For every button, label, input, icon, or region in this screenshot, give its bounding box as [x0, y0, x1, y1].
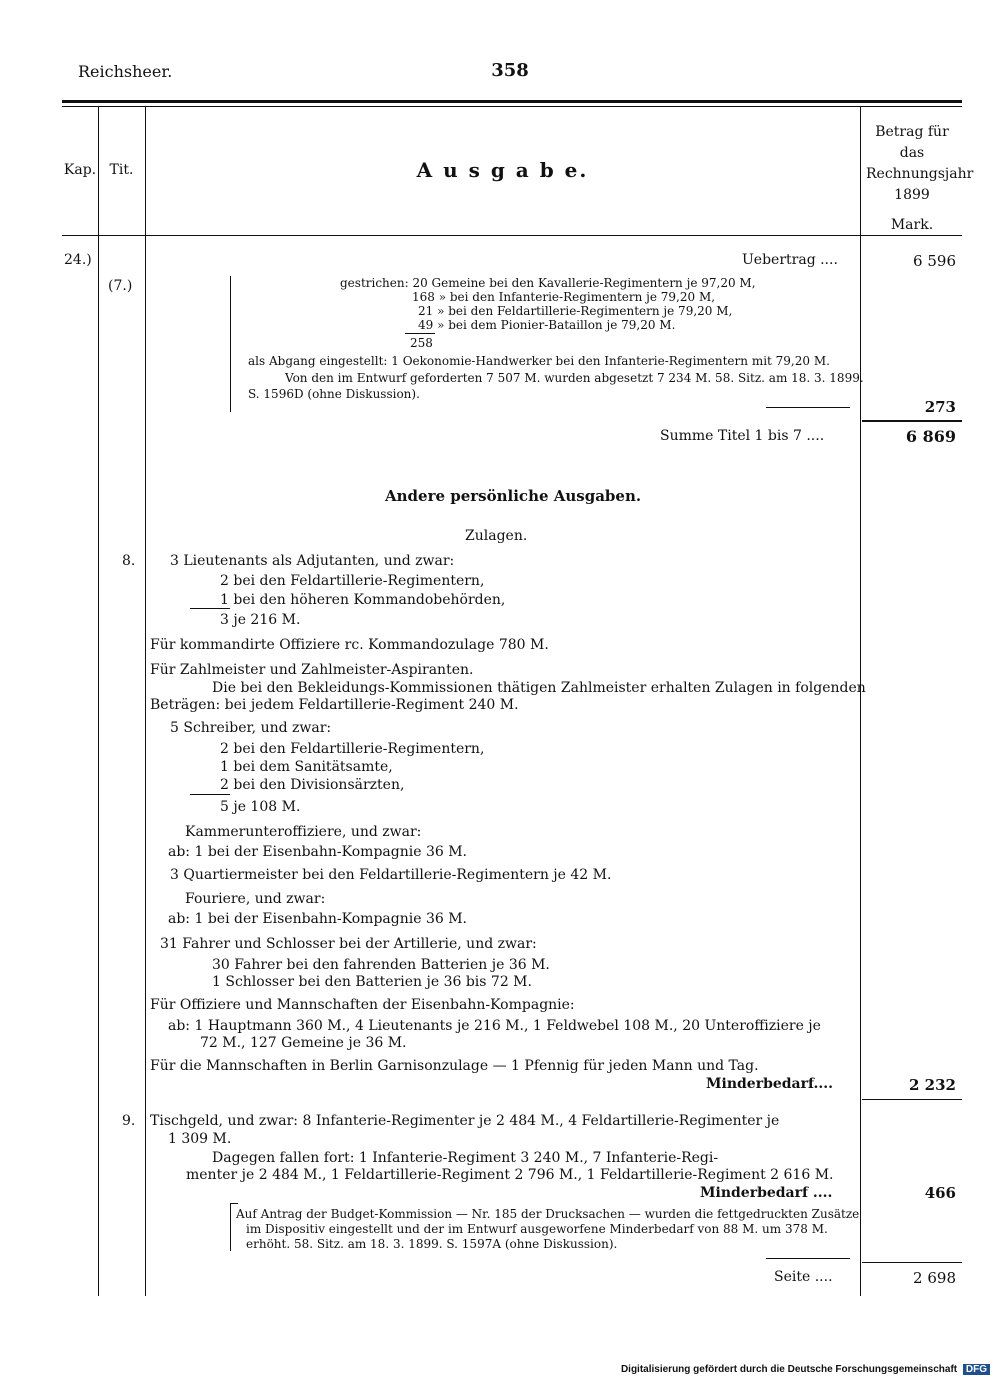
entry-line: Für Offiziere und Mannschaften der Eisenbahn-Kompagnie: [150, 997, 575, 1013]
note-line: erhöht. 58. Sitz. am 18. 3. 1899. S. 1597A (ohne Diskussion). [246, 1237, 618, 1251]
col-divider-kap [98, 106, 99, 1296]
entry-line: 1 bei dem Sanitätsamte, [220, 759, 393, 775]
sum-rule [190, 608, 230, 609]
note-line: im Dispositiv eingestellt und der im Entwurf ausgeworfene Minderbedarf von 88 M. um 378 M. [246, 1222, 828, 1236]
entry-line: Tischgeld, und zwar: 8 Infanterie-Regimenter je 2 484 M., 4 Feldartillerie-Regimenter je [150, 1113, 780, 1129]
column-header-unit: Mark. [890, 217, 934, 233]
sum-rule [190, 794, 230, 795]
amount-rule [862, 1099, 962, 1100]
note-line: 21 » bei den Feldartillerie-Regimentern je 79,20 M, [418, 304, 733, 318]
note-bracket [230, 1203, 231, 1251]
col-divider-tit [145, 106, 146, 1296]
entry-line: ab: 1 Hauptmann 360 M., 4 Lieutenants je 216 M., 1 Feldwebel 108 M., 20 Unteroffiziere je [168, 1018, 821, 1034]
amount-rule [862, 1262, 962, 1263]
entry-line: 2 bei den Feldartillerie-Regimentern, [220, 741, 485, 757]
column-header-betrag: Betrag für das Rechnungsjahr 1899 [866, 124, 974, 203]
entry-line: 5 Schreiber, und zwar: [170, 720, 332, 736]
note-line: 258 [410, 336, 433, 350]
note-line: Auf Antrag der Budget-Kommission — Nr. 185 der Drucksachen — wurden die fettgedruckten Zusätze [236, 1207, 860, 1221]
entry-line: 30 Fahrer bei den fahrenden Batterien je 36 M. [212, 957, 550, 973]
entry-line: ab: 1 bei der Eisenbahn-Kompagnie 36 M. [168, 911, 467, 927]
header-bottom-rule [62, 235, 962, 236]
note-line: als Abgang eingestellt: 1 Oekonomie-Handwerker bei den Infanterie-Regimentern mit 79,20 M. [248, 354, 830, 368]
seite-value: 2 698 [913, 1269, 956, 1287]
entry-line: 3 je 216 M. [220, 612, 301, 628]
section-heading: Andere persönliche Ausgaben. [385, 487, 642, 505]
entry-line: 72 M., 127 Gemeine je 36 M. [200, 1035, 407, 1051]
entry-line: 3 Quartiermeister bei den Feldartillerie-Regimentern je 42 M. [170, 867, 612, 883]
entry-line: menter je 2 484 M., 1 Feldartillerie-Regiment 2 796 M., 1 Feldartillerie-Regiment 2 616 M. [186, 1167, 834, 1183]
kapitel-number: 24.) [64, 252, 92, 268]
seite-rule [766, 1258, 850, 1259]
entry-line: 5 je 108 M. [220, 799, 301, 815]
entry-line: Die bei den Bekleidungs-Kommissionen thätigen Zahlmeister erhalten Zulagen in folgenden [212, 680, 866, 696]
note-line: 49 » bei dem Pionier-Bataillon je 79,20 M. [418, 318, 676, 332]
subtotal-value: 273 [924, 398, 956, 416]
note-line: Von den im Entwurf geforderten 7 507 M. wurden abgesetzt 7 234 M. 58. Sitz. am 18. 3. 1899. [285, 371, 864, 385]
titel-number: 9. [122, 1113, 136, 1129]
uebertrag-label: Uebertrag .... [742, 252, 838, 268]
summe-label: Summe Titel 1 bis 7 .... [660, 428, 825, 444]
page-number: 358 [491, 60, 529, 81]
minderbedarf-label: Minderbedarf.... [706, 1076, 834, 1092]
entry-line: Dagegen fallen fort: 1 Infanterie-Regiment 3 240 M., 7 Infanterie-Regi- [212, 1150, 719, 1166]
top-rule-thin [62, 106, 962, 107]
minderbedarf-value: 466 [924, 1184, 956, 1202]
note-bracket-top [230, 1203, 238, 1204]
note-line: gestrichen: 20 Gemeine bei den Kavallerie-Regimentern je 97,20 M, [340, 276, 756, 290]
entry-line: Für die Mannschaften in Berlin Garnisonzulage — 1 Pfennig für jeden Mann und Tag. [150, 1058, 759, 1074]
entry-line: 3 Lieutenants als Adjutanten, und zwar: [170, 553, 455, 569]
amount-rule [862, 420, 962, 422]
entry-line: Für kommandirte Offiziere rc. Kommandozulage 780 M. [150, 637, 549, 653]
note-line: S. 1596D (ohne Diskussion). [248, 387, 420, 401]
bracket-line [230, 276, 231, 412]
entry-line: Fouriere, und zwar: [185, 891, 326, 907]
sum-rule [405, 333, 435, 334]
section-subheading: Zulagen. [465, 528, 528, 544]
minderbedarf-value: 2 232 [909, 1076, 956, 1094]
top-double-rule [62, 100, 962, 103]
entry-line: Für Zahlmeister und Zahlmeister-Aspiranten. [150, 662, 474, 678]
dfg-logo: DFG [963, 1364, 990, 1375]
entry-line: 1 309 M. [168, 1131, 232, 1147]
seite-label: Seite .... [774, 1269, 833, 1285]
running-header: Reichsheer. [78, 62, 173, 81]
col-divider-betrag [860, 106, 861, 1296]
entry-line: 2 bei den Divisionsärzten, [220, 777, 405, 793]
titel-number: (7.) [108, 278, 133, 294]
minderbedarf-label: Minderbedarf .... [700, 1185, 833, 1201]
entry-line: Kammerunteroffiziere, und zwar: [185, 824, 422, 840]
titel-number: 8. [122, 553, 136, 569]
subtotal-rule [766, 407, 850, 408]
uebertrag-value: 6 596 [913, 252, 956, 270]
entry-line: 1 Schlosser bei den Batterien je 36 bis 72 M. [212, 974, 532, 990]
footer-text: Digitalisierung gefördert durch die Deutsche Forschungsgemeinschaft [620, 1364, 958, 1375]
note-line: 168 » bei den Infanterie-Regimentern je 79,20 M, [412, 290, 716, 304]
entry-line: 2 bei den Feldartillerie-Regimentern, [220, 573, 485, 589]
summe-value: 6 869 [905, 427, 956, 446]
entry-line: 31 Fahrer und Schlosser bei der Artillerie, und zwar: [160, 936, 537, 952]
column-header-ausgabe: A u s g a b e. [416, 158, 589, 182]
entry-line: ab: 1 bei der Eisenbahn-Kompagnie 36 M. [168, 844, 467, 860]
digitization-footer [621, 1364, 990, 1375]
column-header-tit: Tit. [109, 162, 134, 178]
entry-line: Beträgen: bei jedem Feldartillerie-Regiment 240 M. [150, 697, 519, 713]
entry-line: 1 bei den höheren Kommandobehörden, [220, 592, 506, 608]
column-header-kap: Kap. [63, 162, 97, 178]
